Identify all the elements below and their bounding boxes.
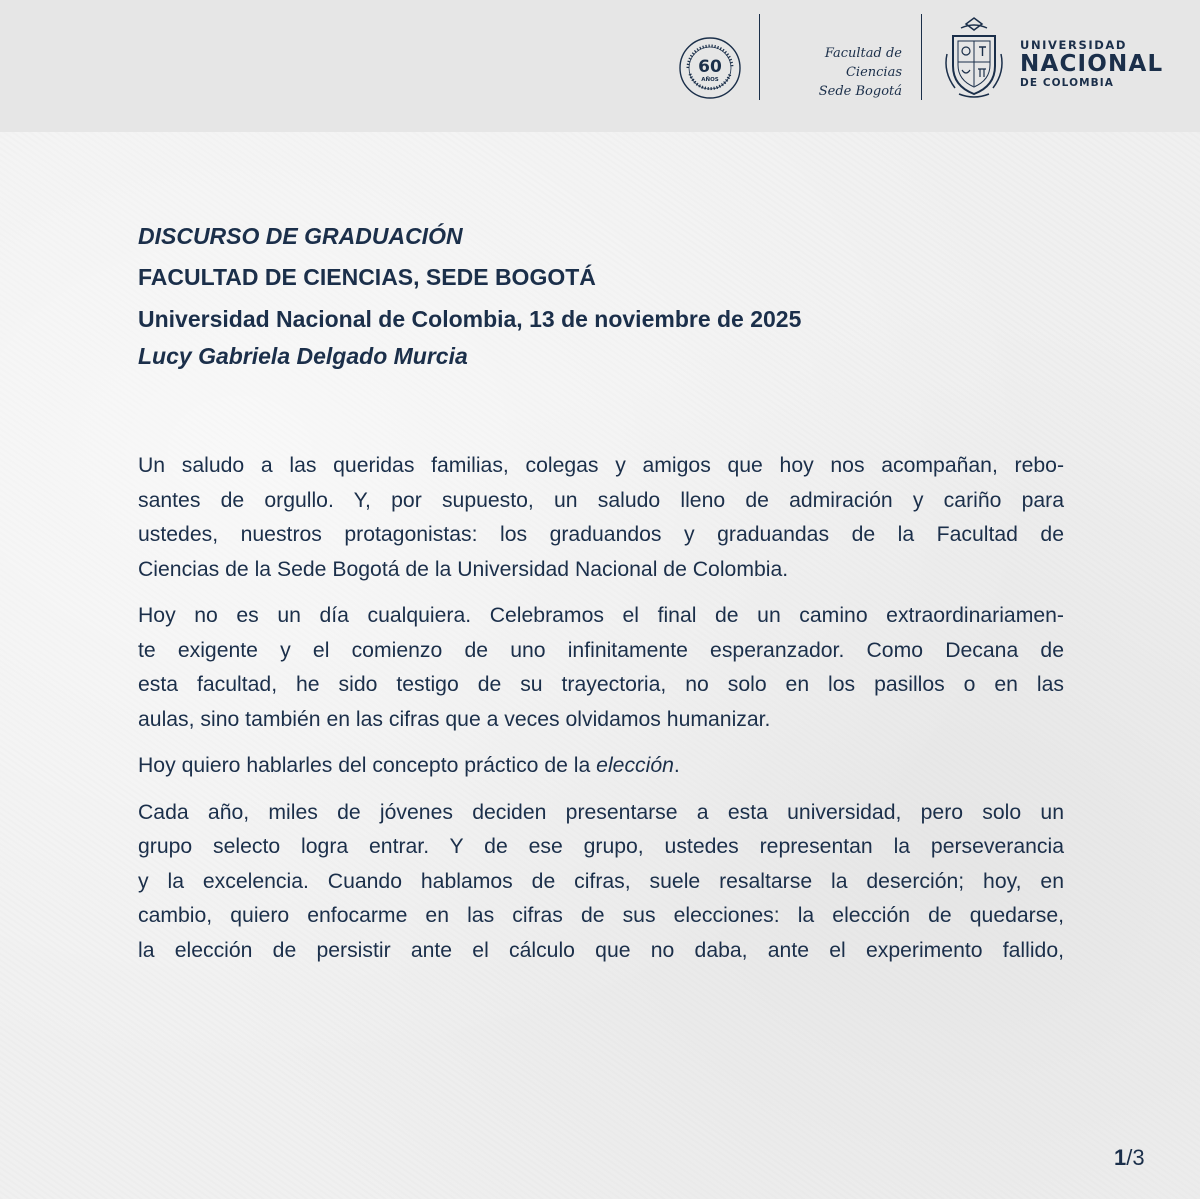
speech-title: DISCURSO DE GRADUACIÓN	[138, 223, 463, 249]
faculty-line-2: Sede Bogotá	[818, 84, 902, 99]
paragraph-3	[138, 749, 1064, 784]
paragraph-1	[138, 449, 1064, 587]
paragraph-line: ustedes, nuestros protagonistas: los graduandos y graduandas de la Facultad de	[138, 523, 1064, 546]
paragraph-line: grupo selecto logra entrar. Y de ese grupo, ustedes representan la perseverancia	[138, 835, 1064, 858]
paragraph-line: y la excelencia. Cuando hablamos de cifras, suele resaltarse la deserción; hoy, en	[138, 869, 1064, 893]
paragraph-4	[138, 796, 1064, 969]
university-line-3: DE COLOMBIA	[1020, 77, 1115, 89]
author-name: Lucy Gabriela Delgado Murcia	[138, 343, 468, 369]
university-line-2: NACIONAL	[1020, 51, 1164, 77]
paragraph-2	[138, 599, 1064, 737]
divider-line-1	[759, 14, 760, 100]
paragraph-line: esta facultad, he sido testigo de su trayectoria, no solo en los pasillos o en las	[138, 673, 1064, 696]
faculty-name	[770, 44, 902, 101]
header-bar	[0, 0, 1200, 132]
university-date-title: Universidad Nacional de Colombia, 13 de noviembre de 2025	[138, 306, 802, 332]
sixty-years-seal-icon	[678, 36, 742, 100]
divider-line-2	[921, 14, 922, 100]
document-heading	[138, 219, 1068, 373]
university-shield-icon	[941, 14, 1007, 100]
page-indicator	[1114, 1143, 1174, 1173]
page-current: 1	[1114, 1145, 1127, 1170]
paragraph-line: Ciencias de la Sede Bogotá de la Universidad Nacional de Colombia.	[138, 557, 789, 581]
page-separator: /	[1126, 1145, 1133, 1170]
seal-years: 60	[698, 57, 722, 77]
seal-years-label: AÑOS	[701, 77, 719, 83]
paragraph-line: santes de orgullo. Y, por supuesto, un saludo lleno de admiración y cariño para	[138, 488, 1064, 512]
faculty-line-1: Facultad de Ciencias	[824, 46, 902, 80]
paragraph-line: te exigente y el comienzo de uno infinitamente esperanzador. Como Decana de	[138, 638, 1064, 662]
faculty-title: FACULTAD DE CIENCIAS, SEDE BOGOTÁ	[138, 264, 596, 290]
speech-body	[138, 449, 1064, 980]
page-total: 3	[1132, 1145, 1145, 1170]
university-name	[1020, 38, 1163, 90]
paragraph-text: .	[673, 754, 680, 777]
paragraph-line: cambio, quiero enfocarme en las cifras de sus elecciones: la elección de quedarse,	[138, 904, 1064, 927]
emphasis-word: elección	[596, 754, 674, 777]
paragraph-line: Hoy no es un día cualquiera. Celebramos el final de un camino extraordinariamen-	[138, 604, 1064, 627]
paragraph-line: la elección de persistir ante el cálculo que no daba, ante el experimento fallido,	[138, 938, 1064, 962]
paragraph-line: Cada año, miles de jóvenes deciden presentarse a esta universidad, pero solo un	[138, 800, 1064, 824]
paragraph-line: Un saludo a las queridas familias, colegas y amigos que hoy nos acompañan, rebo-	[138, 454, 1064, 477]
paragraph-text: Hoy quiero hablarles del concepto práctico de la	[138, 754, 597, 777]
university-line-1: UNIVERSIDAD	[1020, 38, 1128, 52]
paragraph-line: aulas, sino también en las cifras que a veces olvidamos humanizar.	[138, 707, 771, 731]
